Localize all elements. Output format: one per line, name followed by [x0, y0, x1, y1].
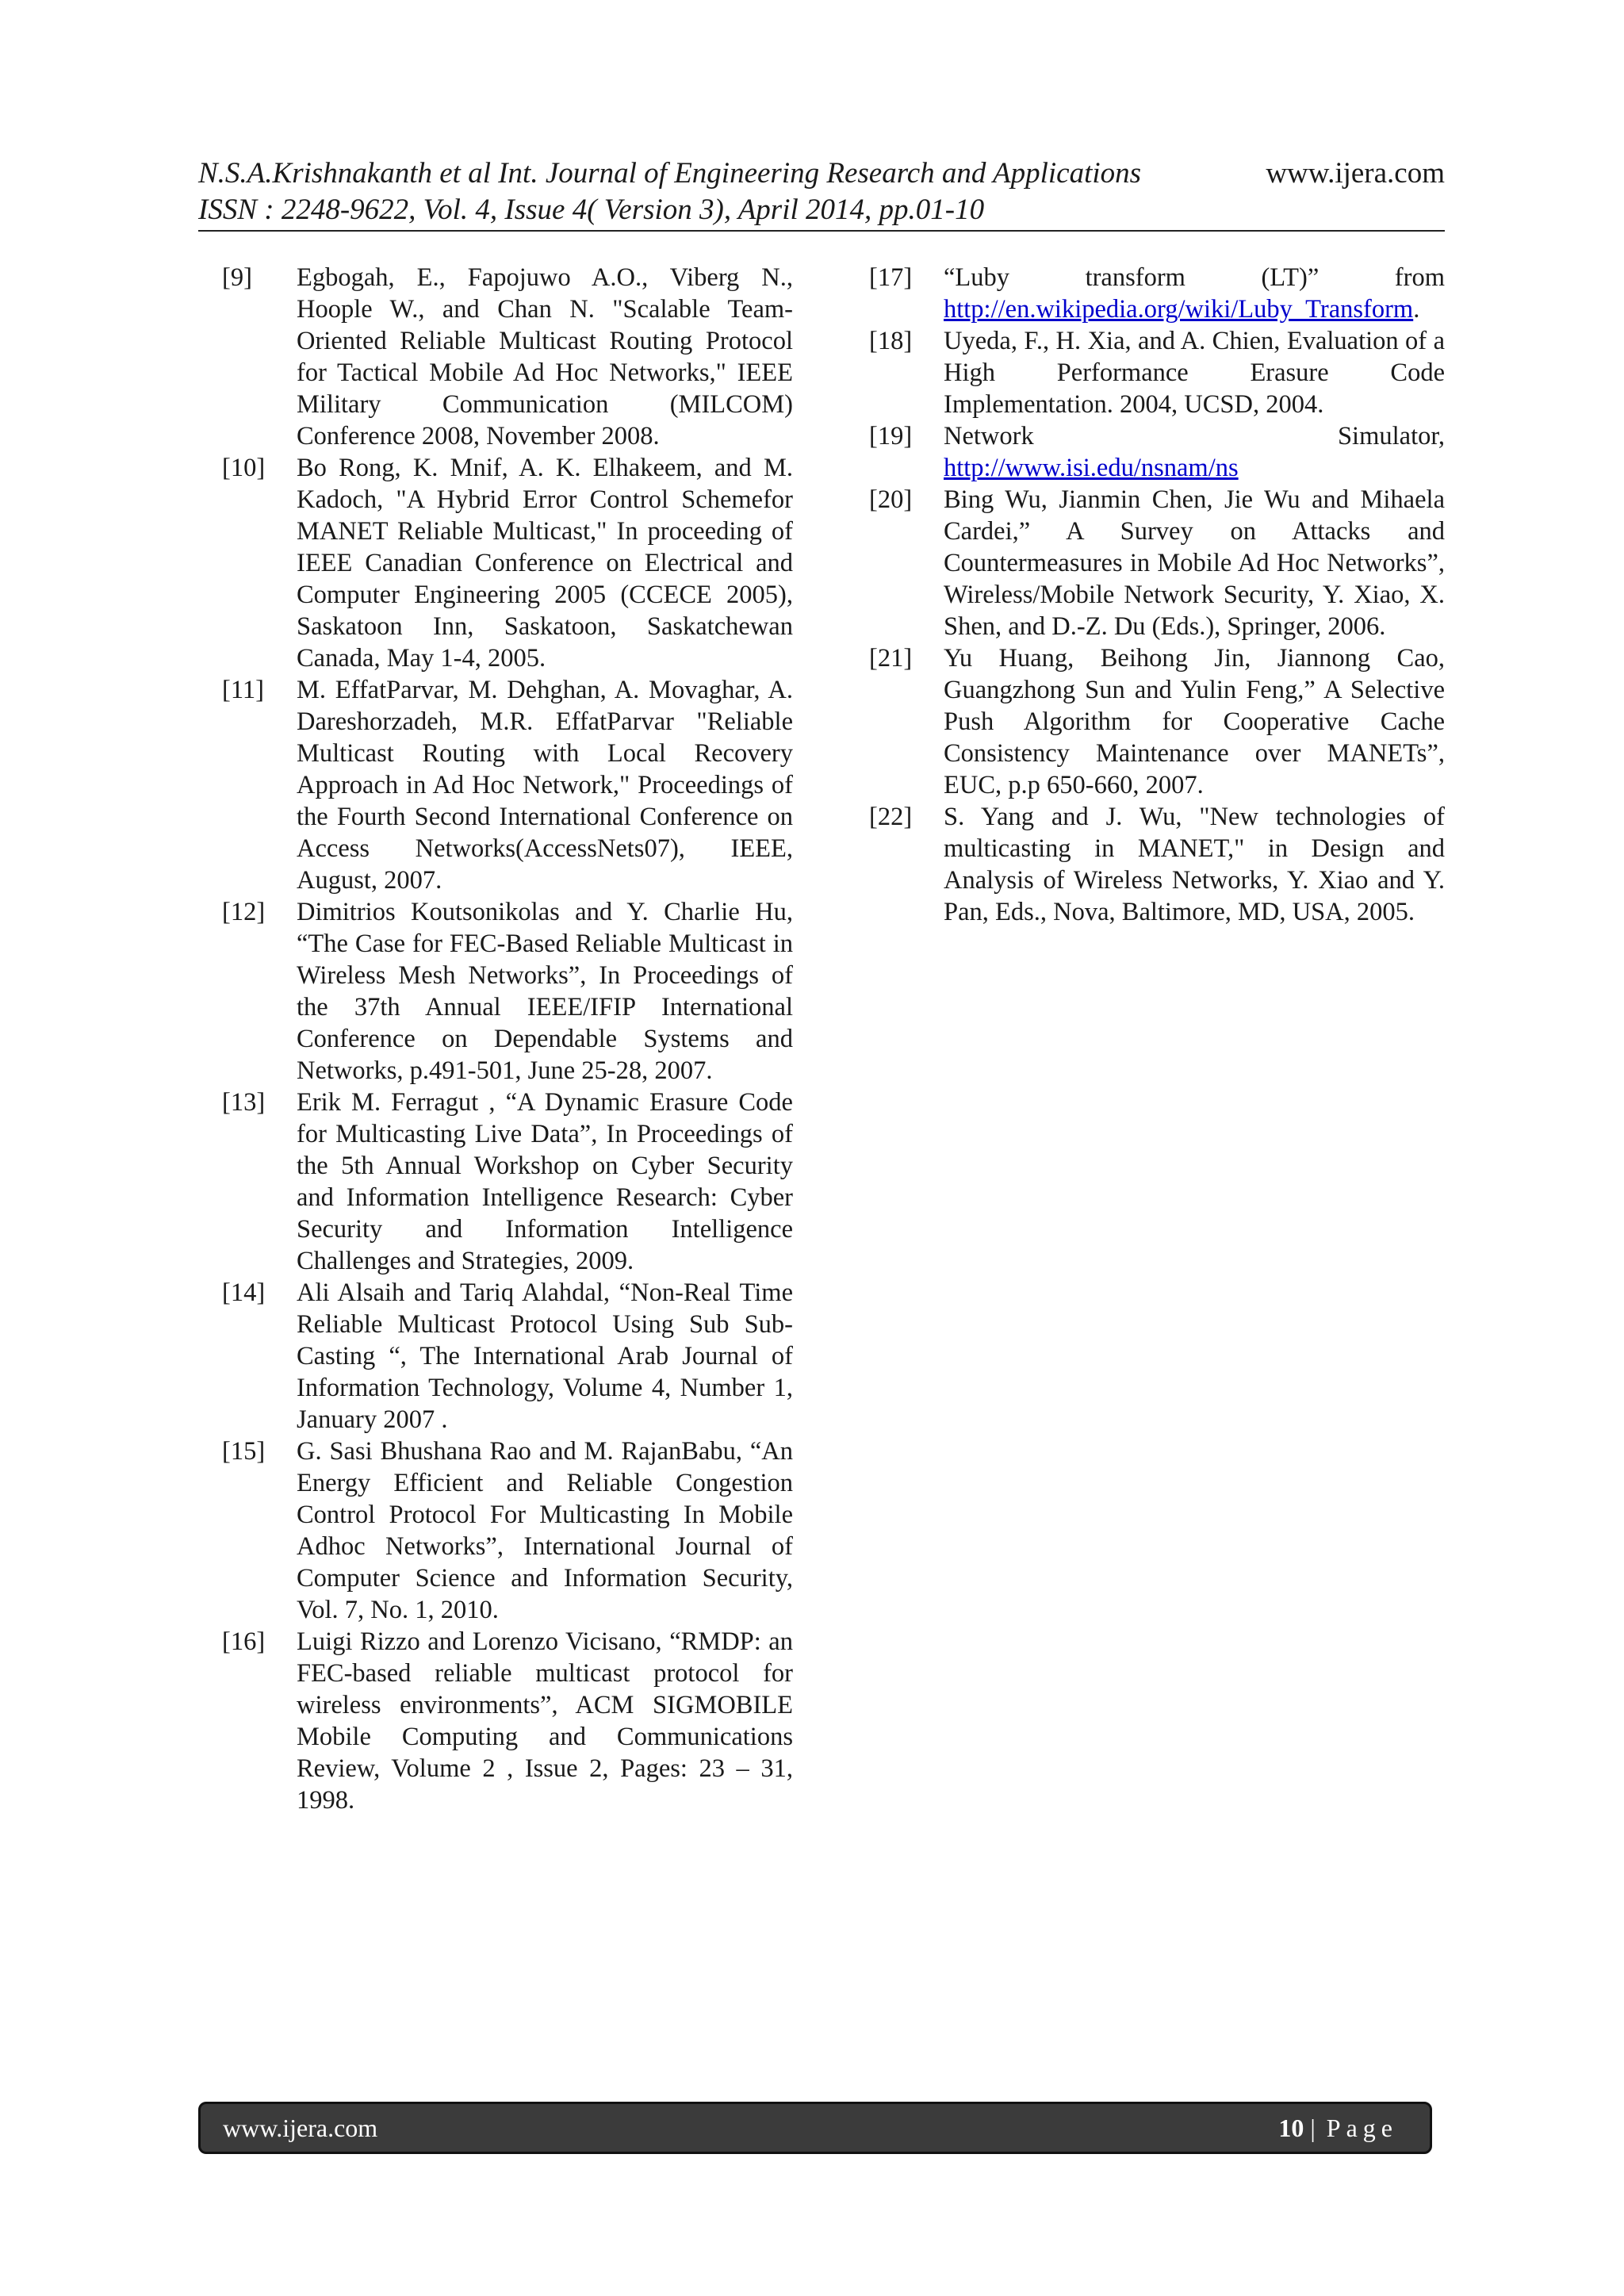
- reference-item-18: [869, 325, 1445, 420]
- reference-text: G. Sasi Bhushana Rao and M. RajanBabu, “An Energy Efficient and Reliable Congestion Control Protocol For Multicasting In Mobile Adhoc Networks”, International Journal of Computer Science and Information Security, Vol. 7, No. 1, 2010.: [297, 1437, 793, 1624]
- reference-item: [222, 896, 793, 1087]
- reference-item: [222, 674, 793, 896]
- references-right-column: [869, 262, 1445, 928]
- footer-site: www.ijera.com: [223, 2113, 378, 2142]
- reference-number: [20]: [869, 485, 913, 514]
- reference-number: [13]: [222, 1088, 266, 1117]
- reference-text: Erik M. Ferragut , “A Dynamic Erasure Code for Multicasting Live Data”, In Proceedings of the 5th Annual Workshop on Cyber Security and Information Intelligence Research: Cyber Security and Information Intelligence Challenges and Strategies, 2009.: [297, 1088, 793, 1275]
- reference-text: Luigi Rizzo and Lorenzo Vicisano, “RMDP: an FEC-based reliable multicast protocol for wireless environments”, ACM SIGMOBILE Mobile Computing and Communications Review, Volume 2 , Issue 2, Pages: 23 – 31, 1998.: [297, 1627, 793, 1815]
- reference-number: [10]: [222, 454, 266, 482]
- reference-text: [944, 420, 1445, 484]
- reference-item-19: [869, 420, 1445, 484]
- header-issn-line: ISSN : 2248-9622, Vol. 4, Issue 4( Version 3), April 2014, pp.01-10: [198, 194, 985, 226]
- reference-number: [19]: [869, 422, 913, 450]
- reference-text: S. Yang and J. Wu, "New technologies of multicasting in MANET," in Design and Analysis of Wireless Networks, Y. Xiao and Y. Pan, Eds., Nova, Baltimore, MD, USA, 2005.: [944, 803, 1445, 926]
- reference-period: .: [1413, 295, 1420, 324]
- page-label: Page: [1326, 2113, 1398, 2142]
- running-header: [198, 155, 1445, 228]
- reference-text: Dimitrios Koutsonikolas and Y. Charlie Hu, “The Case for FEC-Based Reliable Multicast in Wireless Mesh Networks”, In Proceedings of the 37th Annual IEEE/IFIP International Conference on Dependable Systems and Networks, p.491-501, June 25-28, 2007.: [297, 898, 793, 1085]
- reference-number: [22]: [869, 803, 913, 831]
- reference-number: [11]: [222, 676, 264, 704]
- reference-title: Network Simulator,: [944, 422, 1445, 450]
- reference-number: [12]: [222, 898, 266, 926]
- reference-text: M. EffatParvar, M. Dehghan, A. Movaghar, A. Dareshorzadeh, M.R. EffatParvar "Reliable Multicast Routing with Local Recovery Approach in Ad Hoc Network," Proceedings of the Fourth Second International Conference on Access Networks(AccessNets07), IEEE, August, 2007.: [297, 676, 793, 895]
- reference-text: Bo Rong, K. Mnif, A. K. Elhakeem, and M. Kadoch, "A Hybrid Error Control Schemefor MANET Reliable Multicast," In proceeding of IEEE Canadian Conference on Electrical and Computer Engineering 2005 (CCECE 2005), Saskatoon Inn, Saskatoon, Saskatchewan Canada, May 1-4, 2005.: [297, 454, 793, 673]
- reference-item: [222, 1626, 793, 1816]
- reference-item: [222, 1277, 793, 1435]
- page-number: 10: [1278, 2113, 1304, 2142]
- page-separator: |: [1310, 2113, 1316, 2142]
- reference-text: Bing Wu, Jianmin Chen, Jie Wu and Mihaela Cardei,” A Survey on Attacks and Countermeasures in Mobile Ad Hoc Networks”, Wireless/Mobile Network Security, Y. Xiao, X. Shen, and D.-Z. Du (Eds.), Springer, 2006.: [944, 485, 1445, 641]
- reference-number: [21]: [869, 644, 913, 673]
- page-footer: [198, 2102, 1432, 2154]
- header-site: www.ijera.com: [1266, 157, 1445, 190]
- header-journal-line: N.S.A.Krishnakanth et al Int. Journal of Engineering Research and Applications: [198, 157, 1142, 190]
- reference-text: Ali Alsaih and Tariq Alahdal, “Non-Real Time Reliable Multicast Protocol Using Sub Sub-Casting “, The International Arab Journal of Information Technology, Volume 4, Number 1, January 2007 .: [297, 1278, 793, 1434]
- reference-text: Uyeda, F., H. Xia, and A. Chien, Evaluation of a High Performance Erasure Code Implementation. 2004, UCSD, 2004.: [944, 327, 1445, 419]
- reference-number: [14]: [222, 1278, 266, 1307]
- reference-number: [18]: [869, 327, 913, 355]
- reference-number: [16]: [222, 1627, 266, 1656]
- header-divider: [198, 230, 1445, 232]
- reference-text: Egbogah, E., Fapojuwo A.O., Viberg N., Hoople W., and Chan N. "Scalable Team-Oriented Reliable Multicast Routing Protocol for Tactical Mobile Ad Hoc Networks," IEEE Military Communication (MILCOM) Conference 2008, November 2008.: [297, 263, 793, 450]
- reference-item-20: [869, 484, 1445, 642]
- reference-item-17: [869, 262, 1445, 325]
- ns-simulator-link[interactable]: http://www.isi.edu/nsnam/ns: [944, 454, 1239, 482]
- reference-title: “Luby transform (LT)” from: [944, 263, 1445, 292]
- reference-number: [17]: [869, 263, 913, 292]
- reference-number: [9]: [222, 263, 252, 292]
- reference-item: [222, 1435, 793, 1626]
- reference-item-21: [869, 642, 1445, 801]
- reference-text: Yu Huang, Beihong Jin, Jiannong Cao, Guangzhong Sun and Yulin Feng,” A Selective Push Algorithm for Cooperative Cache Consistency Maintenance over MANETs”, EUC, p.p 650-660, 2007.: [944, 644, 1445, 799]
- reference-item: [222, 262, 793, 452]
- reference-text: [944, 262, 1445, 325]
- reference-number: [15]: [222, 1437, 266, 1466]
- references-left-column: [222, 262, 793, 1816]
- reference-item: [222, 1087, 793, 1277]
- reference-item-22: [869, 801, 1445, 928]
- reference-item: [222, 452, 793, 674]
- footer-page-indicator: [1278, 2114, 1398, 2143]
- wikipedia-link[interactable]: http://en.wikipedia.org/wiki/Luby_Transform: [944, 295, 1414, 324]
